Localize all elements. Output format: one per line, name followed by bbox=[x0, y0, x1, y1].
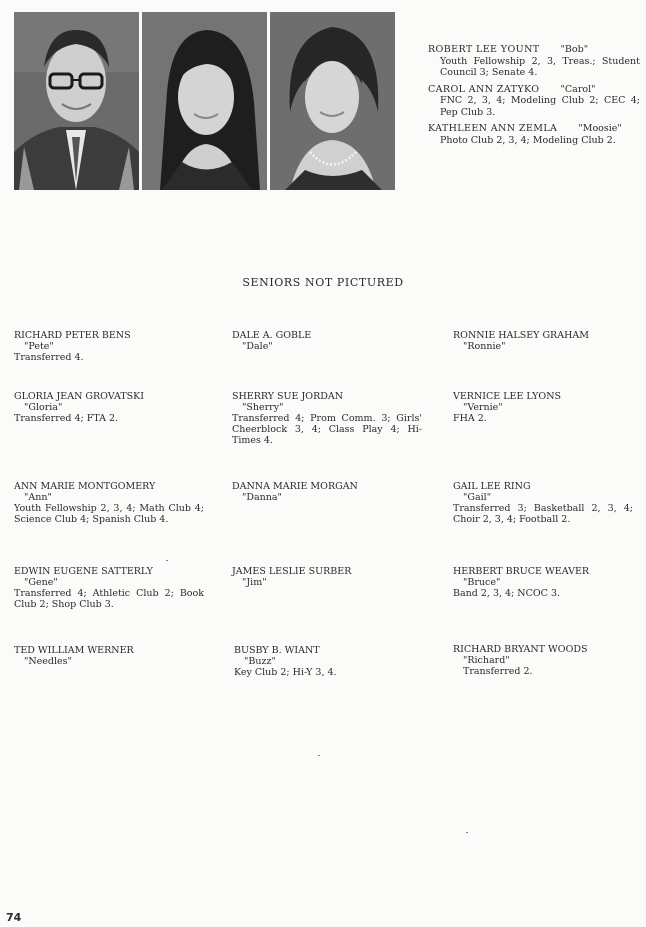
senior-nickname: "Sherry" bbox=[242, 402, 284, 413]
senior-entry bbox=[453, 330, 643, 352]
section-heading: SENIORS NOT PICTURED bbox=[242, 276, 404, 289]
senior-name: DALE A. GOBLE bbox=[232, 330, 312, 341]
portrait-bios bbox=[428, 44, 640, 151]
senior-name: KATHLEEN ANN ZEMLA bbox=[428, 123, 558, 134]
senior-name: RICHARD PETER BENS bbox=[14, 330, 131, 341]
senior-name: GAIL LEE RING bbox=[453, 481, 531, 492]
senior-nickname: "Dale" bbox=[242, 341, 273, 352]
senior-name: ANN MARIE MONTGOMERY bbox=[14, 481, 156, 492]
senior-entry bbox=[14, 330, 204, 363]
senior-entry bbox=[234, 645, 424, 678]
senior-activities: Key Club 2; Hi-Y 3, 4. bbox=[234, 667, 337, 678]
senior-name: TED WILLIAM WERNER bbox=[14, 645, 134, 656]
senior-name: VERNICE LEE LYONS bbox=[453, 391, 562, 402]
senior-name: JAMES LESLIE SURBER bbox=[232, 566, 352, 577]
portrait-bio-entry bbox=[428, 123, 640, 146]
senior-activities: Youth Fellowship 2, 3, Treas.; Student Council 3; Senate 4. bbox=[440, 55, 640, 78]
senior-activities: Youth Fellowship 2, 3, 4; Math Club 4; Science Club 4; Spanish Club 4. bbox=[14, 503, 204, 525]
senior-nickname: "Richard" bbox=[463, 655, 510, 666]
senior-nickname: "Moosie" bbox=[578, 123, 622, 134]
senior-nickname: "Jim" bbox=[242, 577, 267, 588]
senior-entry bbox=[232, 330, 422, 352]
senior-entry bbox=[453, 566, 643, 599]
senior-activities: Transferred 4. bbox=[14, 352, 84, 363]
senior-name: CAROL ANN ZATYKO bbox=[428, 83, 540, 95]
portrait-bio-entry bbox=[428, 44, 640, 79]
senior-nickname: "Ann" bbox=[24, 492, 52, 503]
print-speck bbox=[466, 832, 468, 833]
senior-activities: Band 2, 3, 4; NCOC 3. bbox=[453, 588, 561, 599]
senior-name: ROBERT LEE YOUNT bbox=[428, 44, 540, 55]
senior-entry bbox=[453, 644, 643, 677]
senior-nickname: "Pete" bbox=[24, 341, 54, 352]
senior-nickname: "Gail" bbox=[463, 492, 492, 503]
senior-nickname: "Danna" bbox=[242, 492, 282, 503]
senior-activities: Transferred 4; FTA 2. bbox=[14, 413, 119, 424]
senior-name: RICHARD BRYANT WOODS bbox=[453, 644, 588, 655]
senior-nickname: "Gloria" bbox=[24, 402, 63, 413]
print-speck bbox=[318, 755, 320, 756]
senior-entry bbox=[453, 391, 643, 424]
portrait-photo-zemla bbox=[270, 12, 395, 190]
senior-nickname: "Buzz" bbox=[244, 656, 276, 667]
senior-entry bbox=[232, 481, 422, 503]
senior-entry bbox=[14, 391, 204, 424]
senior-entry bbox=[232, 391, 422, 446]
senior-activities: Transferred 3; Basketball 2, 3, 4; Choir 2, 3, 4; Football 2. bbox=[453, 503, 633, 525]
portrait-bio-entry bbox=[428, 84, 640, 119]
senior-entry bbox=[453, 481, 633, 525]
senior-name: SHERRY SUE JORDAN bbox=[232, 391, 344, 402]
senior-activities: Transferred 4; Prom Comm. 3; Girls' Cheerblock 3, 4; Class Play 4; Hi-Times 4. bbox=[232, 413, 422, 446]
senior-nickname: "Bruce" bbox=[463, 577, 501, 588]
senior-name: RONNIE HALSEY GRAHAM bbox=[453, 330, 589, 341]
senior-entry bbox=[14, 566, 204, 610]
senior-activities: FHA 2. bbox=[453, 413, 487, 424]
senior-name: GLORIA JEAN GROVATSKI bbox=[14, 391, 145, 402]
page-number: 74 bbox=[6, 911, 22, 924]
senior-nickname: "Needles" bbox=[24, 656, 72, 667]
senior-entry bbox=[232, 566, 422, 588]
senior-entry bbox=[14, 645, 204, 667]
senior-name: EDWIN EUGENE SATTERLY bbox=[14, 566, 153, 577]
senior-activities: Transferred 2. bbox=[463, 666, 533, 677]
senior-nickname: "Carol" bbox=[560, 83, 596, 95]
senior-name: BUSBY B. WIANT bbox=[234, 645, 320, 656]
senior-nickname: "Vernie" bbox=[463, 402, 503, 413]
portrait-photo-zatyko bbox=[142, 12, 267, 190]
senior-activities: FNC 2, 3, 4; Modeling Club 2; CEC 4; Pep Club 3. bbox=[440, 95, 640, 118]
senior-nickname: "Ronnie" bbox=[463, 341, 506, 352]
senior-name: HERBERT BRUCE WEAVER bbox=[453, 566, 590, 577]
print-speck bbox=[166, 560, 168, 561]
senior-nickname: "Bob" bbox=[560, 44, 589, 55]
senior-nickname: "Gene" bbox=[24, 577, 58, 588]
senior-activities: Photo Club 2, 3, 4; Modeling Club 2. bbox=[440, 134, 616, 146]
senior-name: DANNA MARIE MORGAN bbox=[232, 481, 358, 492]
senior-entry bbox=[14, 481, 204, 525]
portrait-photo-yount bbox=[14, 12, 139, 190]
senior-activities: Transferred 4; Athletic Club 2; Book Club 2; Shop Club 3. bbox=[14, 588, 204, 610]
